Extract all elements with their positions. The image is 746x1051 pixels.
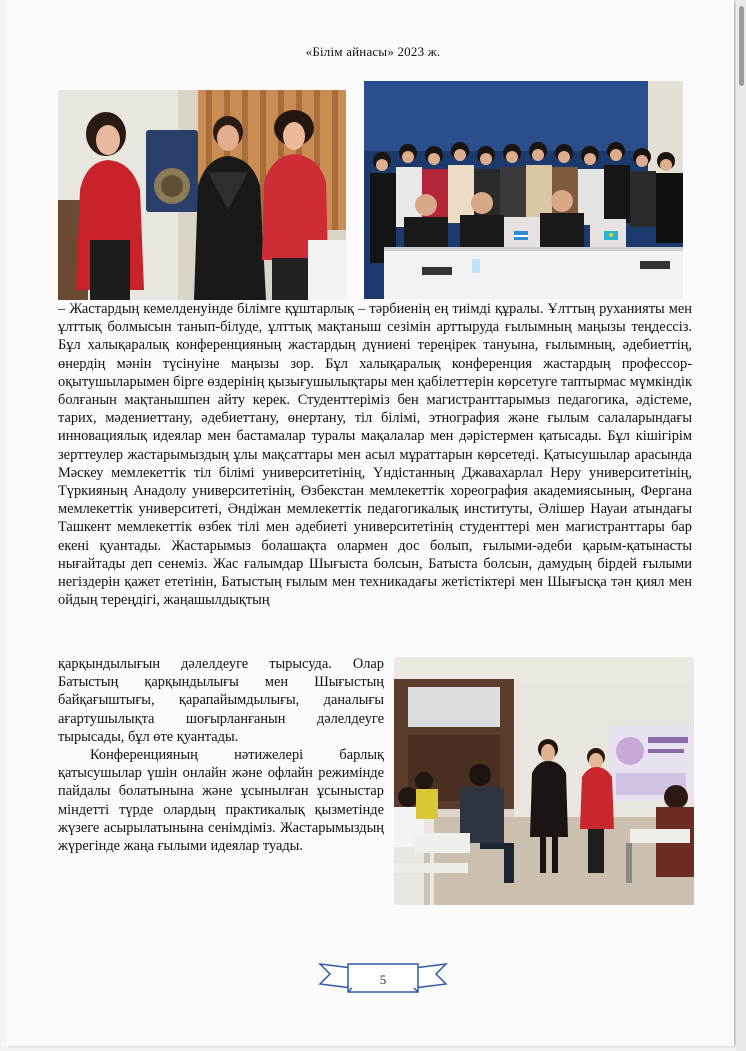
lecture-photo — [394, 657, 694, 905]
page-footer — [318, 954, 448, 998]
side-article-text — [58, 655, 384, 855]
main-article-text — [58, 300, 692, 609]
side-paragraph-1: қарқындылығын дәлелдеуге тырысуда. Олар Батыстың қарқындылығы мен Шығыстың байқағыштығы, қарапайымдылығы, даналығы ағартушылықта шоғырланғанын дәлелдеуге тырысады, бұл өте қуантады. — [58, 656, 384, 745]
page-number: 5 — [379, 972, 387, 987]
main-paragraph: – Жастардың кемелденуінде білімге құштарлық – тәрбиенің ең тиімді құралы. Ұлттың руханияты мен ұлттық болмысын танып-білуде, ұлттық мақтаныш сезімін арттыруда ғылымның маңызы теңдессіз. Бұл халықаралық конференцияның жастардың дүниені тереңірек тануына, ғылымның, әдебиеттің, өнердің мәнін түсінуіне маңызы зор. Бұл халықаралық конференция жастардың профессор-оқытушыларымен бірге өздерінің қызығушылықтары мен қабілеттерін көрсетуге таптырмас мүмкіндік болғанын мақтанышпен айту керек. Студенттеріміз бен магистранттарымыз педагогика, әдістеме, тарих, мәдениеттану, әдебиеттану, өнертану, тіл білімі, этнография және ғылым салаларындағы инновациялық идеялар мен бастамалар туралы мақалалар мен дәрістермен қатысады. Бұл кішігірім зерттеулер жастарымыздың ұлы мақсаттары мен асыл мұраттарын көрсетеді. Қатысушылар арасында Мәскеу мемлекеттік тіл білімі университетінің, Үндістанның Джавахарлал Неру университетінің, Түркияның Анадолу университетінің, Өзбекстан мемлекеттік хореография академиясының, Фергана мемлекеттік университеті, Әндіжан мемлекеттік педагогикалық институты, Әлішер Науаи атындағы Ташкент мемлекеттік өзбек тілі мен әдебиеті университетінің студенттері мен магистранттары бар екені қуантады. Жастарымыз болашақта олармен дос болып, ғылыми-әдеби қарым-қатынасты нығайтады деп сенеміз. Жас ғалымдар Шығыста болсын, Батыста болсын, дамудың бірдей ғылыми негіздерін қажет ететінін, Батыстың ғылым мен техникадағы жетістіктері мен Шығысқа тән қиял мен ойдың тереңдігі, жаңашылдықтың — [58, 301, 692, 609]
journal-header: «Білім айнасы» 2023 ж. — [305, 44, 441, 59]
side-paragraph-2: Конференцияның нәтижелері барлық қатысушылар үшін онлайн және офлайн режимінде пайдалы болатынына және ұсынылған ұсыныстар міндетті түрде олардың практикалық қызметінде жүзеге асырылатынына сенімдіміз. Жастарымыздың жүрегінде жаңа ғылыми идеялар туады. — [58, 747, 384, 855]
award-photo — [58, 90, 346, 300]
group-photo — [364, 81, 683, 299]
photo-image-icon — [58, 90, 346, 300]
scrollbar[interactable] — [736, 0, 746, 1051]
